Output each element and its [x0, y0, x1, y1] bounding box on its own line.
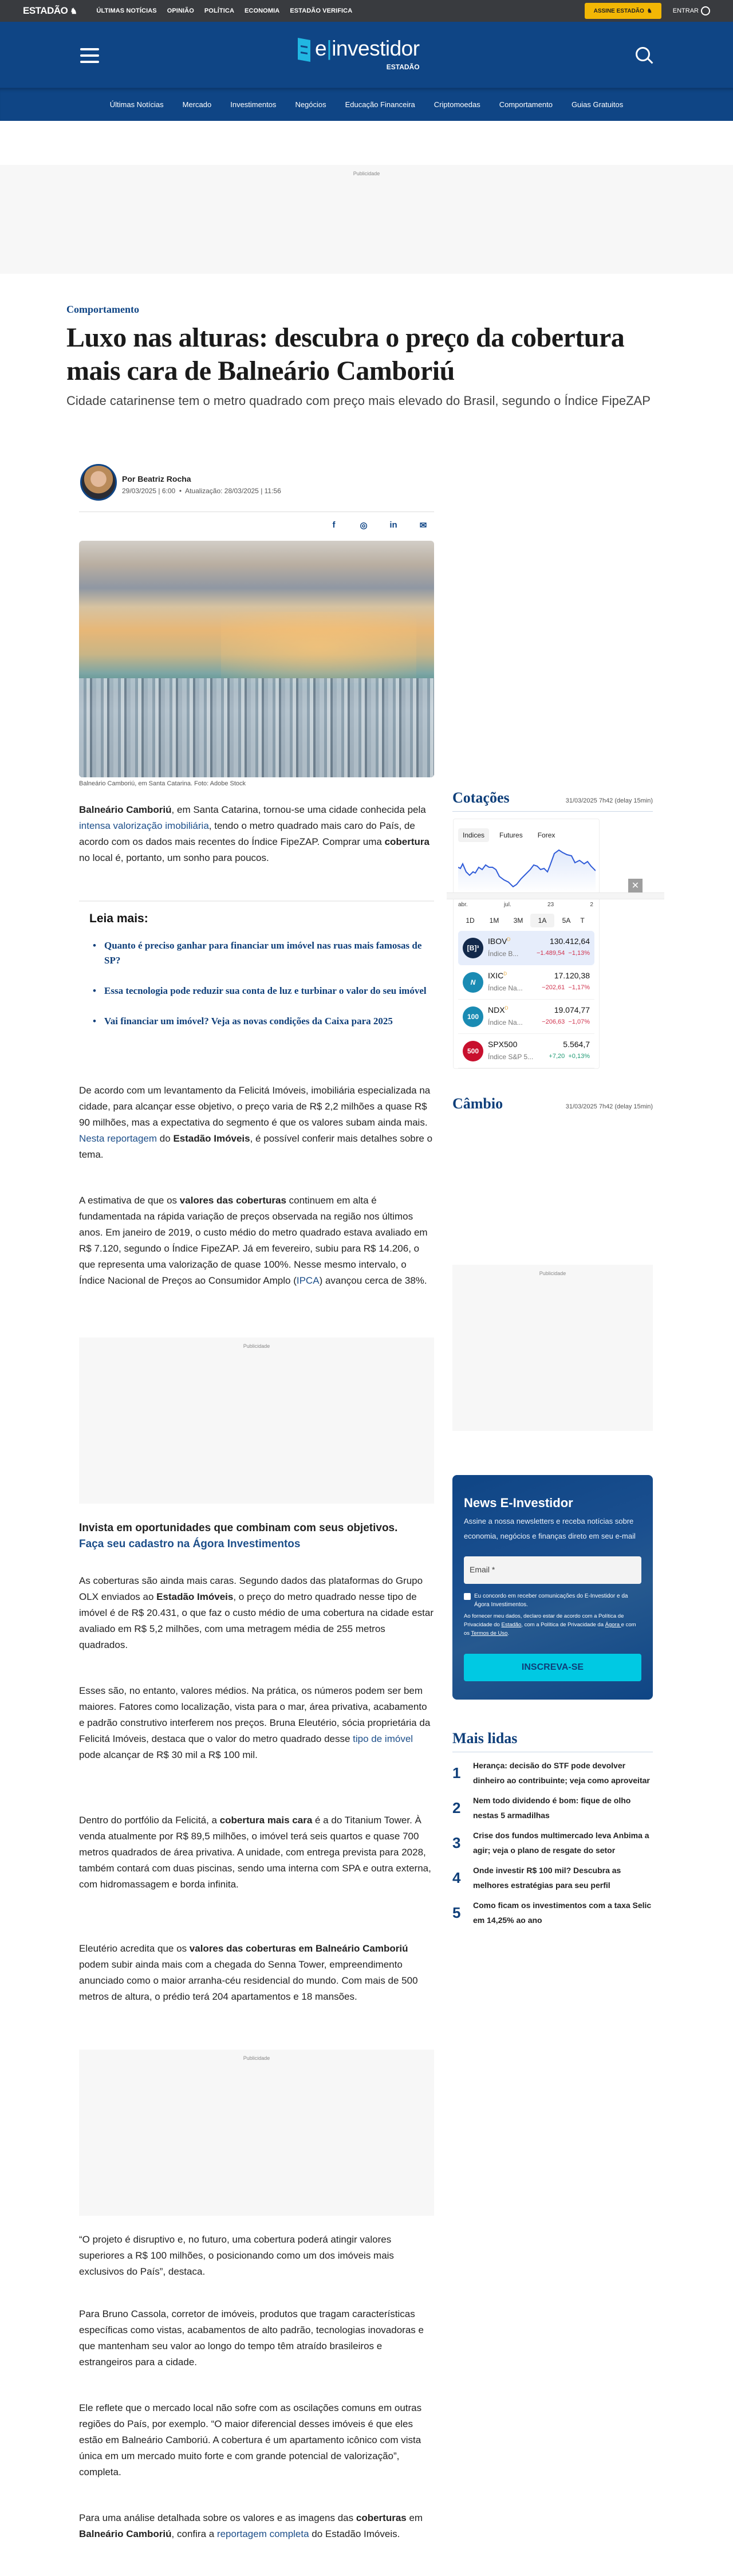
paragraph-5: Esses são, no entanto, valores médios. Na prática, os números podem ser bem maiores. Fatores como localização, vista para o mar, área privativa, acabamento e padrão construtivo interferem nos preços. Bruna Eleutério, sócia proprietária da Felicitá Imóveis, destaca que o valor do metro quadrado desse tipo de imóvel pode alcançar de R$ 30 mil a R$ 100 mil.: [79, 1685, 431, 1760]
most-read-item[interactable]: 3 Crise dos fundos multimercado leva Anbima a agir; veja o plano de resgate do setor: [452, 1831, 649, 1855]
hamburger-menu-icon[interactable]: [80, 48, 99, 67]
link-reportagem-completa[interactable]: reportagem completa: [216, 2528, 309, 2539]
link-ipca[interactable]: IPCA: [296, 1275, 320, 1286]
published-date: 29/03/2025 | 6:00: [122, 487, 176, 495]
login-button[interactable]: [673, 6, 710, 15]
most-read-item[interactable]: 1 Herança: decisão do STF pode devolver dinheiro ao contribuinte; veja como aproveitar: [452, 1761, 650, 1785]
site-header: [0, 22, 733, 88]
logo-subtitle: ESTADÃO: [386, 63, 420, 71]
section-nav-educacao-financeira[interactable]: Educação Financeira: [345, 100, 415, 109]
paragraph-8: “O projeto é disruptivo e, no futuro, uma cobertura poderá atingir valores superiores a R$ 100 milhões, o posicionando como um dos imóveis mais exclusivos do País”, destaca.: [79, 2234, 394, 2277]
leia-mais-link[interactable]: • Essa tecnologia pode reduzir sua conta de luz e turbinar o valor do seu imóvel: [97, 984, 434, 998]
ad-label: Publicidade: [539, 1271, 566, 1276]
section-nav-guias-gratuitos[interactable]: Guias Gratuitos: [571, 100, 624, 109]
ad-banner-top[interactable]: [0, 165, 733, 274]
e-investidor-logo[interactable]: [298, 37, 420, 71]
login-label: ENTRAR: [672, 7, 699, 14]
cambio-timestamp: 31/03/2025 7h42 (delay 15min): [565, 1103, 653, 1110]
most-read-item[interactable]: 5 Como ficam os investimentos com a taxa Selic em 14,25% ao ano: [452, 1901, 652, 1925]
cambio-header: [452, 1095, 653, 1117]
paragraph-11: Para uma análise detalhada sobre os valores e as imagens das coberturas em Balneário Camboriú, confira a reportagem completa do Estadão Imóveis.: [79, 2512, 423, 2539]
consent-label: Eu concordo em receber comunicações do E-Investidor e da Ágora Investimentos.: [474, 1593, 628, 1608]
top-bar: [0, 0, 733, 22]
range-1a[interactable]: 1A: [530, 914, 554, 927]
quote-row-ixic[interactable]: N $IXIC^D$ Índice Na... 17.120,38 −202,61 −1,17%: [458, 965, 594, 1000]
newsletter-description: Assine a nossa newsletters e receba notícias sobre economia, negócios e finanças direto em seu e-mail: [464, 1517, 636, 1540]
publish-dates: 29/03/2025 | 6:00 • Atualização: 28/03/2025 | 11:56: [122, 487, 281, 495]
section-nav-negocios[interactable]: Negócios: [295, 100, 326, 109]
image-caption: Balneário Camboriú, em Santa Catarina. Foto: Adobe Stock: [79, 780, 246, 787]
consent-checkbox[interactable]: [464, 1593, 471, 1600]
leia-mais-link[interactable]: • Vai financiar um imóvel? Veja as novas condições da Caixa para 2025: [97, 1014, 434, 1029]
section-nav-comportamento[interactable]: Comportamento: [499, 100, 553, 109]
leia-mais-title: Leia mais:: [89, 912, 148, 925]
range-1m[interactable]: 1M: [489, 917, 499, 925]
most-read: [452, 1730, 653, 1933]
article-title: Luxo nas alturas: descubra o preço da cobertura mais cara de Balneário Camboriú: [66, 323, 625, 386]
cambio-title: Câmbio: [452, 1095, 503, 1112]
article-header: [66, 304, 667, 411]
logo-wordmark: e|investidor: [315, 37, 420, 60]
email-input[interactable]: Email *: [464, 1556, 641, 1584]
paragraph-6: Dentro do portfólio da Felicitá, a cobertura mais cara é a do Titanium Tower. À venda atualmente por R$ 89,5 milhões, o imóvel terá seis quartos e quase 700 metros quadrados de área privativa. A unidade, com entrega prevista para 2028, também contará com duas piscinas, sendo uma interna com SPA e outra externa, com hidromassagem e borda infinita.: [79, 1815, 431, 1890]
range-3m[interactable]: 3M: [513, 917, 523, 925]
most-read-item[interactable]: 4 Onde investir R$ 100 mil? Descubra as melhores estratégias para seu perfil: [452, 1866, 621, 1890]
cotacoes-timestamp: 31/03/2025 7h42 (delay 15min): [565, 797, 653, 804]
close-icon[interactable]: ✕: [628, 879, 643, 892]
section-nav-mercado[interactable]: Mercado: [182, 100, 212, 109]
link-terms-of-use[interactable]: Termos de Uso: [471, 1630, 508, 1637]
tab-forex[interactable]: Forex: [537, 831, 555, 839]
e-investidor-mark-icon: [298, 38, 310, 62]
paragraph-2: De acordo com um levantamento da Felicitá Imóveis, imobiliária especializada na cidade, para alcançar esse objetivo, o preço varia de R$ 2,2 milhões a quase R$ 90 milhões, mas a expectativa do segmento é que os valores subam ainda mais. Nesta reportagem do Estadão Imóveis, é possível conferir mais detalhes sobre o tema.: [79, 1085, 433, 1160]
user-icon: [701, 6, 710, 15]
nasdaq-icon: N: [463, 972, 483, 993]
sp500-icon: 500: [463, 1041, 483, 1061]
consent-checkbox-row[interactable]: [464, 1592, 641, 1609]
cotacoes-header: [452, 789, 653, 812]
article-hero-image: [79, 541, 434, 777]
article-category[interactable]: Comportamento: [66, 304, 139, 315]
quotes-tabs: [454, 819, 599, 844]
section-nav-investimentos[interactable]: Investimentos: [230, 100, 277, 109]
linkedin-icon[interactable]: in: [389, 520, 397, 530]
ad-inline-1[interactable]: [79, 1338, 434, 1504]
subscribe-newsletter-button[interactable]: INSCREVA-SE: [464, 1654, 641, 1681]
quote-row-ibov[interactable]: [B]³ $IBOV^D$ Índice B... 130.412,64 −1.489,54 −1,13%: [458, 931, 594, 965]
link-agora-privacy[interactable]: Ágora: [605, 1622, 621, 1628]
link-nesta-reportagem[interactable]: Nesta reportagem: [79, 1133, 157, 1144]
ibov-sparkline-chart: [458, 847, 594, 892]
promo-link[interactable]: Faça seu cadastro na Ágora Investimentos: [79, 1538, 301, 1550]
section-nav: [0, 88, 733, 121]
most-read-title: Mais lidas: [452, 1730, 518, 1747]
nasdaq-100-icon: 100: [463, 1006, 483, 1027]
estadao-logo-text: ESTADÃO: [23, 5, 68, 16]
ad-label: Publicidade: [243, 2055, 270, 2061]
leia-mais-box: [79, 900, 434, 1044]
top-nav-economia[interactable]: ECONOMIA: [245, 7, 280, 14]
legal-text: Ao fornecer meu dados, declaro estar de acordo com a Política de Privacidade do Estadão, com a Política de Privacidade da Ágora e com os Termos de Uso.: [464, 1613, 636, 1637]
overlay-strip: [447, 892, 664, 899]
paragraph-9: Para Bruno Cassola, corretor de imóveis, produtos que tragam características específicas como vistas, acabamentos de alto padrão, tecnologias inovadoras e que mantenham seu valor ao longo do tempo têm atraído brasileiros e estrangeiros para a cidade.: [79, 2308, 424, 2367]
top-nav-ultimas-noticias[interactable]: ÚLTIMAS NOTÍCIAS: [96, 7, 157, 14]
newsletter-signup: [452, 1475, 653, 1700]
whatsapp-icon[interactable]: ◎: [360, 521, 368, 530]
ad-label: Publicidade: [243, 1343, 270, 1349]
updated-date: Atualização: 28/03/2025 | 11:56: [185, 487, 281, 495]
estadao-logo[interactable]: [23, 5, 77, 17]
paragraph-7: Eleutério acredita que os valores das coberturas em Balneário Camboriú podem subir ainda mais com a chegada do Senna Tower, empreendimento anunciado como o maior arranha-céu residencial do mundo. Com mais de 500 metros de altura, o prédio terá 204 apartamentos e 18 mansões.: [79, 1943, 418, 2002]
range-1d[interactable]: 1D: [466, 917, 475, 925]
subscribe-button[interactable]: [585, 3, 661, 19]
tab-futures[interactable]: Futures: [499, 831, 523, 839]
link-tipo-de-imovel[interactable]: tipo de imóvel: [353, 1733, 413, 1744]
facebook-icon[interactable]: f: [332, 520, 336, 530]
range-selector: [454, 908, 599, 931]
agora-promo: [79, 1520, 434, 1552]
ad-inline-2[interactable]: [79, 2050, 434, 2216]
article-subtitle: Cidade catarinense tem o metro quadrado com preço mais elevado do Brasil, segundo o Índice FipeZAP: [66, 394, 651, 408]
b3-icon: [B]³: [463, 938, 483, 958]
link-estadao-privacy[interactable]: Estadão: [501, 1622, 522, 1628]
horse-rider-icon: ♞: [647, 7, 652, 14]
horse-rider-icon: ♞: [70, 6, 77, 15]
author-link[interactable]: Beatriz Rocha: [137, 474, 191, 483]
author-line: Por Beatriz Rocha: [122, 474, 191, 483]
quotes-widget: [453, 819, 600, 1069]
range-t[interactable]: T: [580, 917, 585, 925]
subscribe-label: ASSINE ESTADÃO: [593, 7, 644, 14]
paragraph-3: A estimativa de que os valores das coberturas continuem em alta é fundamentada na rápida variação de preços observada na região nos últimos anos. Em janeiro de 2019, o custo médio do metro quadrado estava avaliado em R$ 7.120, segundo o Índice FipeZAP. Já em fevereiro, subiu para R$ 14.206, o que representa uma valorização de quase 100%. Nesse mesmo intervalo, o Índice Nacional de Preços ao Consumidor Amplo (IPCA) avançou cerca de 38%.: [79, 1195, 428, 1286]
section-nav-criptomoedas[interactable]: Criptomoedas: [434, 100, 480, 109]
email-icon[interactable]: ✉: [419, 521, 427, 530]
top-nav: [96, 7, 352, 14]
link-valorizacao-imobiliaria[interactable]: intensa valorização imobiliária: [79, 820, 209, 831]
paragraph-4: As coberturas são ainda mais caras. Segundo dados das plataformas do Grupo OLX enviados ao Estadão Imóveis, o preço do metro quadrado nesse tipo de imóvel é de R$ 20.431, o que faz o custo médio de uma cobertura na cidade estar avaliado em R$ 5,2 milhões, com uma metragem média de 255 metros quadrados.: [79, 1575, 434, 1650]
chart-x-axis: abr. jul. 23 2: [458, 902, 593, 908]
search-icon[interactable]: [636, 47, 653, 64]
top-nav-opiniao[interactable]: OPINIÃO: [167, 7, 194, 14]
share-bar: [330, 520, 427, 530]
paragraph-1: Balneário Camboriú, em Santa Catarina, tornou-se uma cidade conhecida pela intensa valorização imobiliária, tendo o metro quadrado mais caro do País, de acordo com os dados mais recentes do Índice FipeZAP. Comprar uma cobertura no local é, portanto, um sonho para poucos.: [79, 804, 429, 863]
paragraph-10: Ele reflete que o mercado local não sofre com as oscilações comuns em outras regiões do País, por exemplo. “O maior diferencial desses imóveis é que eles estão em Balneário Camboriú. A cobertura é um apartamento icônico com vista única em um mercado muito forte e com grande potencial de valorização”, completa.: [79, 2402, 422, 2477]
top-nav-estadao-verifica[interactable]: ESTADÃO VERIFICA: [290, 7, 353, 14]
top-nav-politica[interactable]: POLÍTICA: [204, 7, 234, 14]
leia-mais-link[interactable]: • Quanto é preciso ganhar para financiar um imóvel nas ruas mais famosas de SP?: [97, 938, 434, 968]
tab-indices[interactable]: Indices: [458, 828, 489, 842]
most-read-item[interactable]: 2 Nem todo dividendo é bom: fique de olho nestas 5 armadilhas: [452, 1796, 631, 1820]
quote-row-ndx[interactable]: 100 $NDX^D$ Índice Na... 19.074,77 −206,63 −1,07%: [458, 1000, 594, 1034]
newsletter-title: News E-Investidor: [464, 1496, 573, 1510]
range-5a[interactable]: 5A: [562, 917, 571, 925]
promo-text: Invista em oportunidades que combinam com seus objetivos.: [79, 1522, 398, 1534]
ad-sidebar[interactable]: [452, 1265, 653, 1431]
section-nav-ultimas-noticias[interactable]: Últimas Notícias: [109, 100, 164, 109]
quote-row-spx500[interactable]: 500 SPX500 Índice S&P 5... 5.564,7 +7,20 +0,13%: [458, 1034, 594, 1068]
cotacoes-title: Cotações: [452, 789, 510, 806]
author-avatar[interactable]: [80, 464, 117, 501]
ad-label: Publicidade: [353, 171, 380, 176]
